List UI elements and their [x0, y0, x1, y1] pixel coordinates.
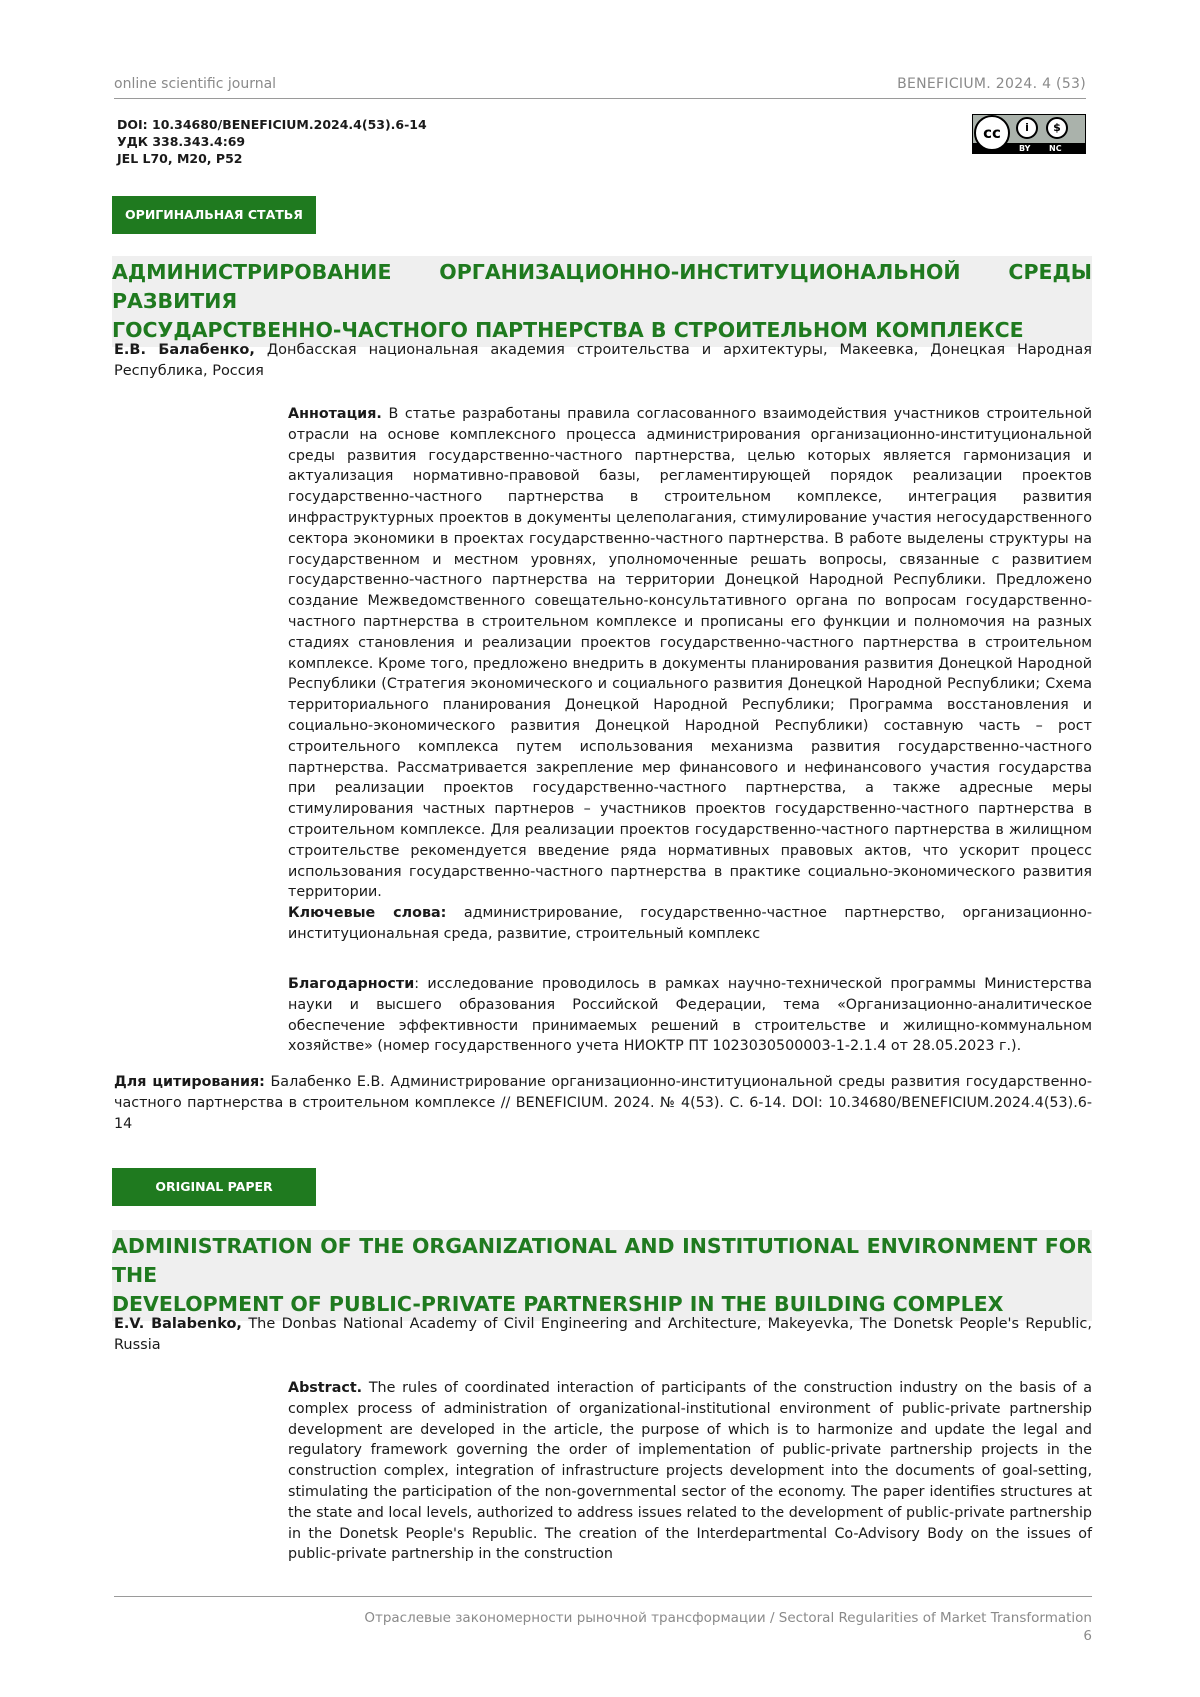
- abstract-text: В статье разработаны правила согласованного взаимодействия участников строительной отрасли на основе комплексного процесса администрирования организационно-институциональной среды развития государственно-частного партнерства, целью которых является гармонизация и актуализация нормативно-правовой базы, регламентирующей порядок реализации проектов государственно-частного партнерства в строительном комплексе, интеграция развития инфраструктурных проектов в документы целеполагания, стимулирование участия негосударственного сектора экономики в проектах государственно-частного партнерства. В работе выделены структуры на государственном и местном уровнях, уполномоченные решать вопросы, связанные с развитием государственно-частного партнерства на территории Донецкой Народной Республики. Предложено создание Межведомственного совещательно-консультативного органа по вопросам государственно-частного партнерства в строительном комплексе и прописаны его функции и полномочия на разных стадиях становления и реализации проектов государственно-частного партнерства в строительном комплексе. Кроме того, предложено внедрить в документы планирования развития Донецкой Народной Республики (Стратегия экономического и социального развития Донецкой Народной Республики; Схема территориального планирования Донецкой Народной Республики; Программа восстановления и социально-экономического развития Донецкой Народной Республики) составную часть – рост строительного комплекса путем использования механизма развития государственно-частного партнерства. Рассматривается закрепление мер финансового и нефинансового участия государства при реализации проектов государственно-частного партнерства, а также адресные меры стимулирования частных партнеров – участников проектов государственно-частного партнерства в строительном комплексе. Для реализации проектов государственно-частного партнерства в жилищном строительстве рекомендуется введение ряда нормативных правовых актов, что ускорит процесс использования государственно-частного партнерства в практике социально-экономического развития территории.: [288, 406, 1092, 901]
- non-commercial-icon: $: [1046, 117, 1068, 139]
- attribution-icon: i: [1016, 117, 1038, 139]
- author-affiliation: The Donbas National Academy of Civil Engineering and Architecture, Makeyevka, The Donetsk People's Republic, Russia: [114, 1316, 1093, 1353]
- citation-ru: [114, 1072, 1092, 1134]
- page-number: 6: [1083, 1628, 1092, 1644]
- cite-text: Балабенко Е.В. Администрирование организационно-институциональной среды развития государственно-частного партнерства в строительном комплексе // BENEFICIUM. 2024. № 4(53). С. 6-14. DOI: 10.34680/BENEFICIUM.2024.4(53).6-14: [114, 1074, 1093, 1132]
- journal-issue: BENEFICIUM. 2024. 4 (53): [897, 76, 1086, 92]
- abstract-text: The rules of coordinated interaction of participants of the construction industry on the basis of a complex process of administration of organizational-institutional environment of public-private partnership development are developed in the article, the purpose of which is to harmonize and update the legal and regulatory framework governing the order of implementation of public-private partnership projects in the construction complex, integration of infrastructure projects development into the documents of goal-setting, stimulating the participation of the non-governmental sector of the economy. The paper identifies structures at the state and local levels, authorized to address issues related to the development of public-private partnership in the Donetsk People's Republic. The creation of the Interdepartmental Co-Advisory Body on the issues of public-private partnership in the construction: [288, 1380, 1092, 1563]
- jel: JEL L70, M20, P52: [117, 151, 243, 166]
- article-title-ru: [112, 256, 1092, 347]
- cite-label: Для цитирования:: [114, 1074, 265, 1090]
- article-title-en: [112, 1230, 1092, 1321]
- title-line-1: ADMINISTRATION OF THE ORGANIZATIONAL AND INSTITUTIONAL ENVIRONMENT FOR THE: [112, 1234, 1092, 1287]
- author-name: Е.В. Балабенко,: [114, 342, 255, 358]
- keywords-text: администрирование, государственно-частное партнерство, организационно-институциональная среда, развитие, строительный комплекс: [288, 905, 1092, 942]
- title-line-1: АДМИНИСТРИРОВАНИЕ ОРГАНИЗАЦИОННО-ИНСТИТУЦИОНАЛЬНОЙ СРЕДЫ РАЗВИТИЯ: [112, 260, 1092, 313]
- title-line-2: DEVELOPMENT OF PUBLIC-PRIVATE PARTNERSHIP IN THE BUILDING COMPLEX: [112, 1292, 1004, 1316]
- author-affiliation: Донбасская национальная академия строительства и архитектуры, Макеевка, Донецкая Народная Республика, Россия: [114, 342, 1092, 379]
- author-name: E.V. Balabenko,: [114, 1316, 242, 1332]
- article-type-badge-en: ORIGINAL PAPER: [112, 1168, 316, 1206]
- title-line-2: ГОСУДАРСТВЕННО-ЧАСТНОГО ПАРТНЕРСТВА В СТРОИТЕЛЬНОМ КОМПЛЕКСЕ: [112, 318, 1024, 342]
- doi[interactable]: DOI: 10.34680/BENEFICIUM.2024.4(53).6-14: [117, 117, 427, 132]
- running-header: [114, 76, 1086, 99]
- nc-label: NC: [1049, 144, 1062, 153]
- acknowledgements-ru: [288, 974, 1092, 1057]
- by-label: BY: [1019, 144, 1031, 153]
- abstract-en: [288, 1378, 1092, 1565]
- keywords-label: Ключевые слова:: [288, 905, 447, 922]
- ack-label: Благодарности: [288, 976, 415, 992]
- article-type-badge-ru: ОРИГИНАЛЬНАЯ СТАТЬЯ: [112, 196, 316, 234]
- journal-type: online scientific journal: [114, 76, 277, 92]
- article-meta: [117, 116, 427, 167]
- abstract-ru: [288, 404, 1092, 945]
- journal-section: Отраслевые закономерности рыночной трансформации / Sectoral Regularities of Market Transformation: [364, 1610, 1092, 1626]
- abstract-label: Abstract.: [288, 1380, 363, 1396]
- creative-commons-icon: cc: [974, 115, 1010, 151]
- author-en: [114, 1314, 1092, 1356]
- ack-text: : исследование проводилось в рамках научно-технической программы Министерства науки и высшего образования Российской Федерации, тема «Организационно-аналитическое обеспечение эффективности принимаемых решений в строительстве и жилищно-коммунальном хозяйстве» (номер государственного учета НИОКТР ПТ 1023030500003-1-2.1.4 от 28.05.2023 г.).: [288, 976, 1092, 1055]
- cc-by-nc-license-badge[interactable]: [972, 114, 1086, 154]
- abstract-label: Аннотация.: [288, 406, 382, 422]
- udk: УДК 338.343.4:69: [117, 134, 246, 149]
- author-ru: [114, 340, 1092, 382]
- running-footer: [114, 1596, 1092, 1645]
